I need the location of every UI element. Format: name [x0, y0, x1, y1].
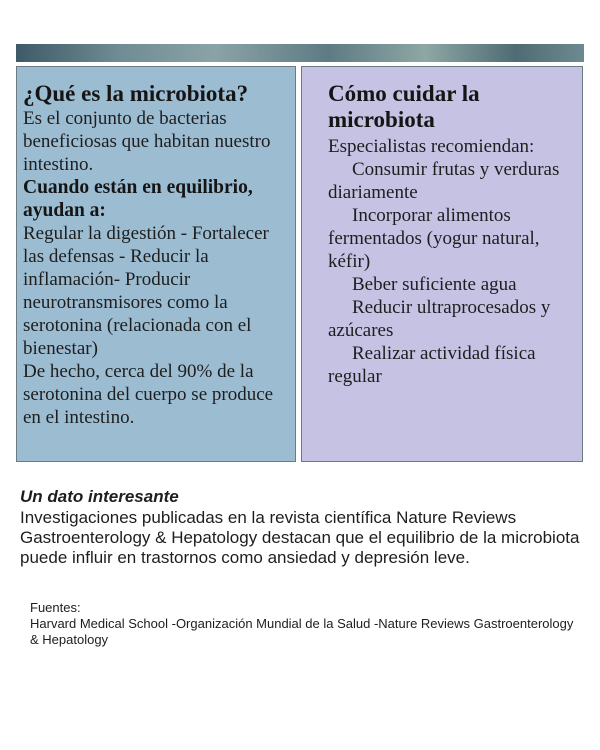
microbiota-definition-box	[16, 66, 296, 462]
interesting-fact-section	[20, 486, 585, 568]
interesting-fact-heading: Un dato interesante	[20, 487, 179, 506]
microbiota-care-box	[301, 66, 583, 462]
serotonin-fact: De hecho, cerca del 90% de la serotonina del cuerpo se produce en el intestino.	[23, 361, 274, 428]
care-title: Cómo cuidar la microbiota	[328, 81, 480, 132]
care-item: Consumir frutas y verduras diariamente	[328, 159, 560, 203]
care-item: Realizar actividad física regular	[328, 343, 536, 387]
definition-title: ¿Qué es la microbiota?	[23, 81, 249, 106]
interesting-fact-body: Investigaciones publicadas en la revista científica Nature Reviews Gastroenterology & Hepatology destacan que el equilibrio de la microbiota puede influir en trastornos como ansiedad y depresión leve.	[20, 508, 580, 567]
header-banner-image	[16, 44, 584, 62]
care-item: Beber suficiente agua	[352, 274, 517, 295]
equilibrium-subheading: Cuando están en equilibrio, ayudan a:	[23, 177, 253, 221]
definition-text: Es el conjunto de bacterias beneficiosas que habitan nuestro intestino.	[23, 108, 271, 175]
care-item: Incorporar alimentos fermentados (yogur natural, kéfir)	[328, 205, 540, 272]
care-item: Reducir ultraprocesados y azúcares	[328, 297, 551, 341]
sources-label: Fuentes:	[30, 600, 81, 615]
benefits-text: Regular la digestión - Fortalecer las defensas - Reducir la inflamación- Producir neurotransmisores como la serotonina (relacionada con el bienestar)	[23, 223, 269, 359]
sources-text: Harvard Medical School -Organización Mundial de la Salud -Nature Reviews Gastroenterology & Hepatology	[30, 616, 574, 647]
sources-section	[30, 600, 585, 648]
care-intro: Especialistas recomiendan:	[328, 136, 535, 157]
care-list	[328, 158, 572, 388]
